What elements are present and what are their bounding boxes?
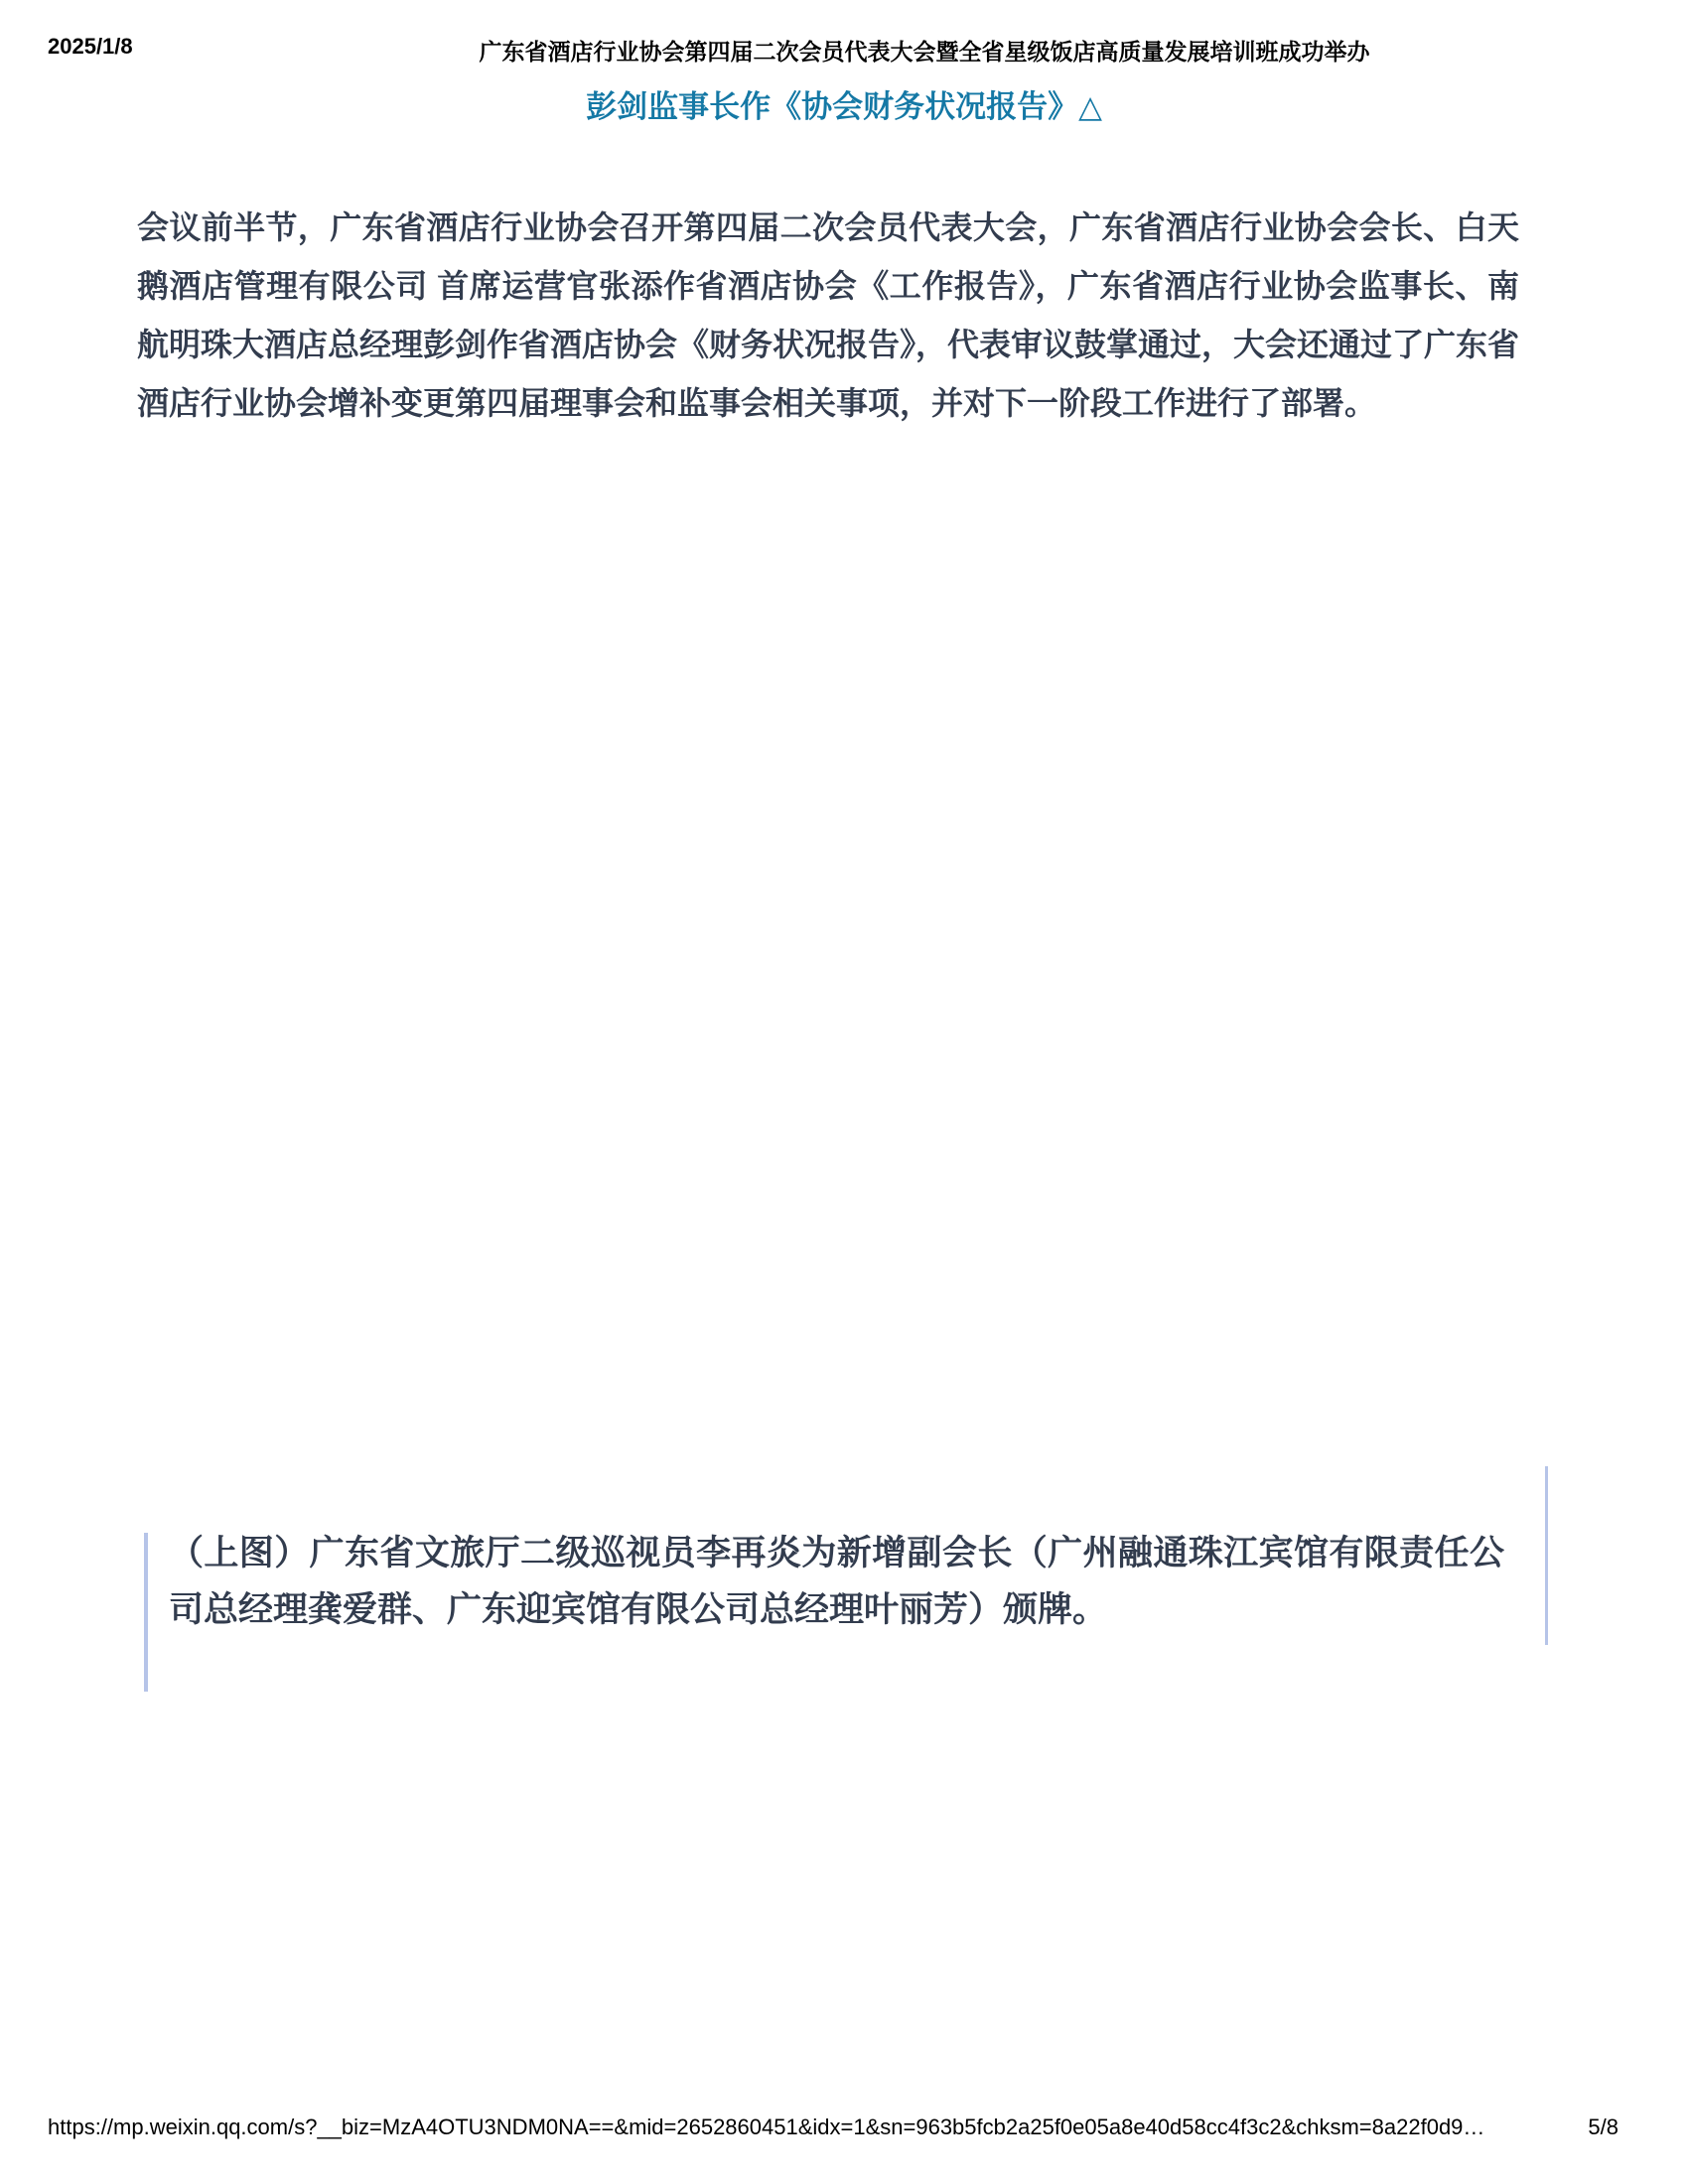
photo-caption-left-border [144, 1533, 148, 1692]
article-image-caption: 彭剑监事长作《协会财务状况报告》△ [586, 89, 1102, 124]
print-header-date: 2025/1/8 [48, 34, 133, 59]
print-footer-url: https://mp.weixin.qq.com/s?__biz=MzA4OTU3NDM0NA==&mid=2652860451&idx=1&sn=963b5fcb2a25f0e05a8e40d58cc4f3c2&chksm=8a22f0d9… [48, 2115, 1485, 2139]
article-photo-caption: （上图）广东省文旅厅二级巡视员李再炎为新增副会长（广州融通珠江宾馆有限责任公司总经理龚爱群、广东迎宾馆有限公司总经理叶丽芳）颁牌。 [169, 1534, 1504, 1629]
image-placeholder-right-divider [1545, 1466, 1548, 1645]
print-header-title: 广东省酒店行业协会第四届二次会员代表大会暨全省星级饭店高质量发展培训班成功举办 [479, 39, 1370, 65]
article-body-paragraph: 会议前半节，广东省酒店行业协会召开第四届二次会员代表大会，广东省酒店行业协会会长、白天鹅酒店管理有限公司 首席运营官张添作省酒店协会《工作报告》，广东省酒店行业协会监事长、南航明珠大酒店总经理彭剑作省酒店协会《财务状况报告》，代表审议鼓掌通过，大会还通过了广东省酒店行业协会增补变更第四届理事会和监事会相关事项，并对下一阶段工作进行了部署。 [137, 209, 1520, 421]
print-footer-page-number: 5/8 [1588, 2115, 1618, 2139]
